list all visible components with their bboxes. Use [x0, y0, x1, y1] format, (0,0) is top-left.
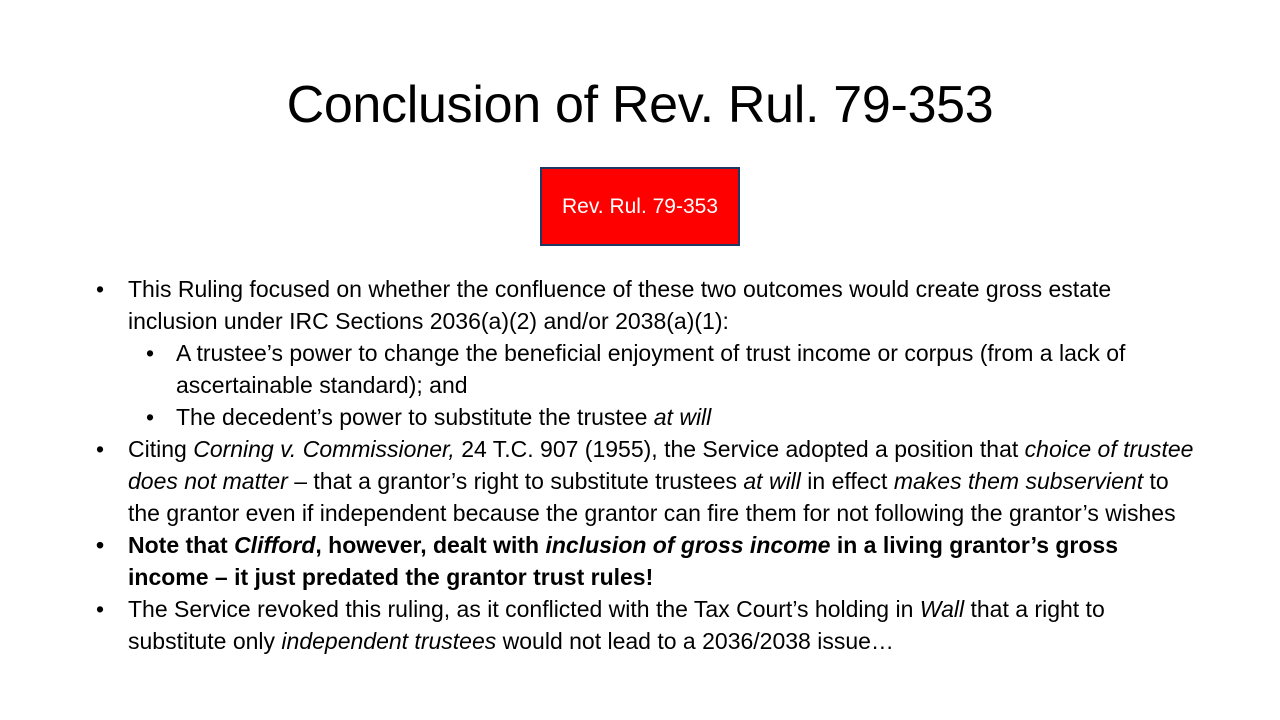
bullet-emphasis: inclusion of gross income: [545, 532, 831, 558]
bullet-text: , however, dealt with: [315, 532, 546, 558]
bullet-list: [96, 273, 1196, 657]
bullet-text: The Service revoked this ruling, as it conflicted with the Tax Court’s holding in: [128, 596, 920, 622]
bullet-item-clifford-note: [96, 529, 1196, 593]
bullet-text: to the grantor even if independent because the grantor can fire them for not following the grantor’s wishes: [128, 468, 1176, 526]
ruling-label-box: [540, 167, 740, 246]
bullet-icon: •: [146, 340, 155, 366]
sub-bullet-item-decedent-power: [128, 401, 1196, 433]
bullet-text: 24 T.C. 907 (1955), the Service adopted a position that: [454, 436, 1025, 462]
bullet-text: – that a grantor’s right to substitute trustees: [287, 468, 744, 494]
ruling-label-text: Rev. Rul. 79-353: [561, 194, 719, 218]
bullet-icon: •: [96, 532, 105, 558]
bullet-icon: •: [96, 276, 105, 302]
sub-bullet-text: A trustee’s power to change the beneficial enjoyment of trust income or corpus (from a lack of ascertainable standard); and: [176, 340, 1126, 398]
bullet-icon: •: [96, 436, 105, 462]
bullet-text: Note that: [128, 532, 235, 558]
bullet-item-corning: [96, 433, 1196, 529]
bullet-text: would not lead to a 2036/2038 issue…: [496, 628, 894, 654]
bullet-text: in a living grantor’s gross income – it just predated the grantor trust rules!: [128, 532, 1119, 590]
sub-bullet-text: The decedent’s power to substitute the trustee: [176, 404, 654, 430]
bullet-text: in effect: [800, 468, 894, 494]
bullet-text: Citing: [128, 436, 194, 462]
bullet-emphasis: at will: [743, 468, 801, 494]
bullet-text: This Ruling focused on whether the confluence of these two outcomes would create gross estate inclusion under IRC Sections 2036(a)(2) and/or 2038(a)(1):: [128, 276, 1112, 334]
sub-bullet-item-trustee-power: [128, 337, 1196, 401]
case-name: Clifford: [234, 532, 316, 558]
case-name: Wall: [919, 596, 965, 622]
slide-title: Conclusion of Rev. Rul. 79-353: [286, 76, 994, 134]
bullet-text: that a right to substitute only: [128, 596, 1105, 654]
bullet-emphasis: choice of trustee does not matter: [128, 436, 1194, 494]
case-citation: Corning v. Commissioner,: [193, 436, 455, 462]
bullet-item-ruling-focus: [96, 273, 1196, 433]
sub-bullet-emphasis: at will: [653, 404, 712, 430]
sub-bullet-list: [128, 337, 1196, 433]
bullet-icon: •: [146, 404, 155, 430]
bullet-emphasis: independent trustees: [281, 628, 497, 654]
bullet-emphasis: makes them subservient: [893, 468, 1144, 494]
bullet-item-revocation: [96, 593, 1196, 657]
bullet-icon: •: [96, 596, 105, 622]
